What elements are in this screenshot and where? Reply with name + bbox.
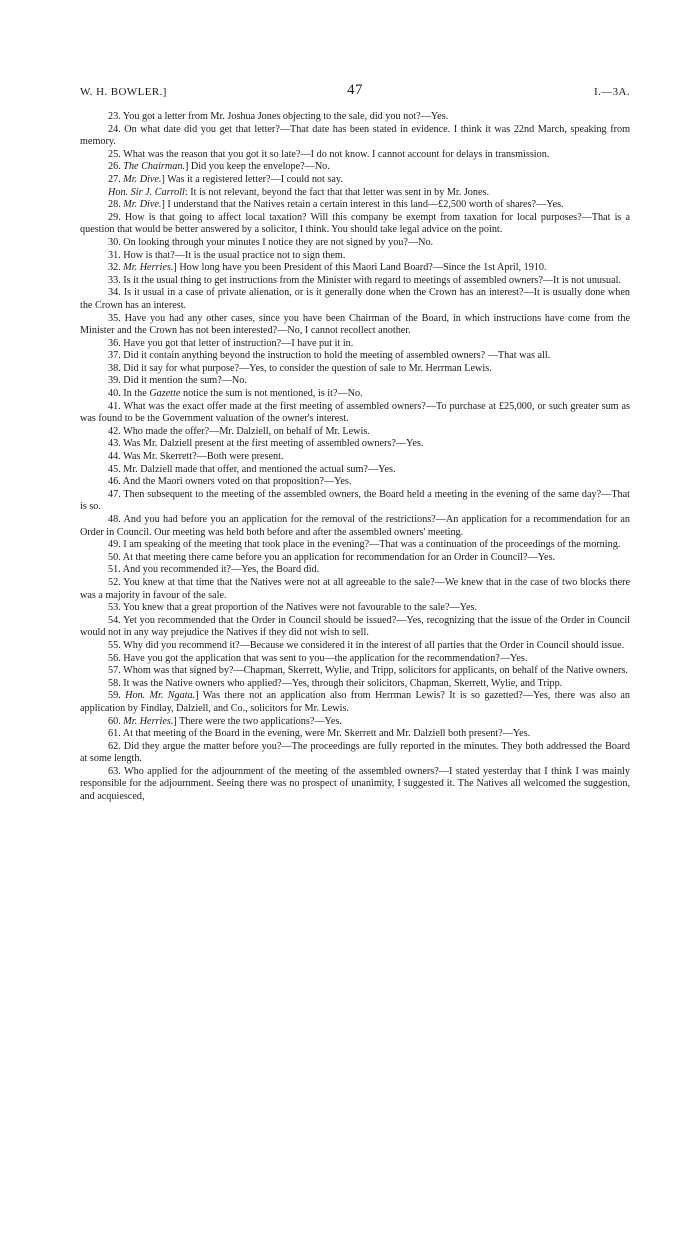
paragraph-text: 24. On what date did you get that letter?—That date has been stated in evidence. I think it was 22nd March, speaking from memory. bbox=[80, 123, 630, 148]
question-answer-paragraph bbox=[80, 363, 630, 376]
page-number: 47 bbox=[347, 82, 363, 98]
paragraph-text: 30. On looking through your minutes I notice they are not signed by you?—No. bbox=[108, 236, 434, 248]
question-answer-paragraph bbox=[80, 728, 630, 741]
paragraph-text: 47. Then subsequent to the meeting of the assembled owners, the Board held a meeting in the evening of the same day?—That is so. bbox=[80, 488, 630, 513]
paragraph-text: 29. How is that going to affect local taxation? Will this company be exempt from taxation for local purposes?—That is a question that would be better answered by a solicitor, I think. You should take legal advice on the point. bbox=[80, 211, 630, 236]
paragraph-text: 49. I am speaking of the meeting that took place in the evening?—That was a continuation of the proceedings of the morning. bbox=[108, 539, 621, 551]
paragraph-text-continued: notice the sum is not mentioned, is it?—No. bbox=[180, 388, 363, 400]
question-answer-paragraph bbox=[80, 237, 630, 250]
testimony-body bbox=[80, 111, 630, 804]
paragraph-text: 33. Is it the usual thing to get instructions from the Minister with regard to meetings of assembled owners?—It is not unusual. bbox=[108, 274, 621, 286]
speaker-name: Mr. Herries. bbox=[123, 715, 174, 727]
question-answer-paragraph bbox=[80, 539, 630, 552]
paragraph-text: 45. Mr. Dalziell made that offer, and mentioned the actual sum?—Yes. bbox=[108, 463, 396, 475]
paragraph-text-continued: ] I understand that the Natives retain a certain interest in this land—£2,500 worth of shares?—Yes. bbox=[161, 199, 564, 211]
question-answer-paragraph bbox=[80, 199, 630, 212]
question-answer-paragraph bbox=[80, 212, 630, 237]
question-answer-paragraph bbox=[80, 489, 630, 514]
question-answer-paragraph bbox=[80, 313, 630, 338]
running-header bbox=[80, 84, 630, 102]
paragraph-text: 34. Is it usual in a case of private alienation, or is it generally done when the Crown has an interest?—It is usually done when the Crown has an interest. bbox=[80, 287, 630, 311]
paragraph-text: 26. bbox=[108, 161, 124, 173]
question-answer-paragraph bbox=[80, 690, 630, 715]
paragraph-text: 63. Who applied for the adjournment of the meeting of the assembled owners?—I stated yesterday that I think I was mainly responsible for the adjournment. Seeing there was no prospect of unanimity, I suggested it. The Natives all welcomed the suggestion, and acquiesced, bbox=[80, 765, 630, 803]
paragraph-text: 25. What was the reason that you got it so late?—I do not know. I cannot account for delays in transmission. bbox=[108, 148, 550, 160]
paragraph-text: 43. Was Mr. Dalziell present at the first meeting of assembled owners?—Yes. bbox=[108, 438, 424, 450]
paragraph-text: 37. Did it contain anything beyond the instruction to hold the meeting of assembled owners? —That was all. bbox=[108, 350, 551, 362]
speaker-name: Mr. Dive. bbox=[123, 173, 162, 185]
paragraph-text: 50. At that meeting there came before you an application for recommendation for an Order in Council?—Yes. bbox=[108, 551, 556, 563]
paragraph-text: 61. At that meeting of the Board in the evening, were Mr. Skerrett and Mr. Dalziell both present?—Yes. bbox=[108, 728, 531, 740]
question-answer-paragraph bbox=[80, 275, 630, 288]
paragraph-text: 39. Did it mention the sum?—No. bbox=[108, 375, 247, 387]
document-page bbox=[0, 84, 700, 1246]
paragraph-text: 42. Who made the offer?—Mr. Dalziell, on behalf of Mr. Lewis. bbox=[108, 425, 370, 437]
paragraph-text: 48. And you had before you an application for the removal of the restrictions?—An application for a recommendation for an Order in Council. Our meeting was held both before and after the assembled owners' meeting. bbox=[80, 514, 630, 538]
question-answer-paragraph bbox=[80, 564, 630, 577]
paragraph-text: 55. Why did you recommend it?—Because we considered it in the interest of all parties that the Order in Council should issue. bbox=[108, 639, 625, 651]
question-answer-paragraph bbox=[80, 514, 630, 539]
question-answer-paragraph bbox=[80, 716, 630, 729]
question-answer-paragraph bbox=[80, 451, 630, 464]
question-answer-paragraph bbox=[80, 426, 630, 439]
question-answer-paragraph bbox=[80, 678, 630, 691]
speaker-name: Gazette bbox=[149, 388, 181, 400]
speaker-name: Mr. Dive. bbox=[123, 199, 162, 211]
speaker-name: Hon. Sir J. Carroll bbox=[108, 186, 185, 198]
paragraph-text: 35. Have you had any other cases, since you have been Chairman of the Board, in which instructions have come from the Minister and the Crown has not been interested?—No, I cannot recollect another. bbox=[80, 312, 630, 337]
question-answer-paragraph bbox=[80, 375, 630, 388]
question-answer-paragraph bbox=[80, 111, 630, 124]
question-answer-paragraph bbox=[80, 149, 630, 162]
question-answer-paragraph bbox=[80, 187, 630, 200]
question-answer-paragraph bbox=[80, 741, 630, 766]
paragraph-text: 23. You got a letter from Mr. Joshua Jones objecting to the sale, did you not?—Yes. bbox=[108, 111, 449, 122]
question-answer-paragraph bbox=[80, 766, 630, 804]
question-answer-paragraph bbox=[80, 476, 630, 489]
question-answer-paragraph bbox=[80, 262, 630, 275]
question-answer-paragraph bbox=[80, 174, 630, 187]
question-answer-paragraph bbox=[80, 161, 630, 174]
question-answer-paragraph bbox=[80, 124, 630, 149]
question-answer-paragraph bbox=[80, 552, 630, 565]
paragraph-text: 36. Have you got that letter of instruction?—I have put it in. bbox=[108, 337, 354, 349]
paragraph-text: 58. It was the Native owners who applied?—Yes, through their solicitors, Chapman, Skerrett, Wylie, and Tripp. bbox=[108, 677, 563, 689]
paragraph-text: 44. Was Mr. Skerrett?—Both were present. bbox=[108, 451, 284, 463]
witness-name: W. H. BOWLER.] bbox=[80, 86, 167, 98]
question-answer-paragraph bbox=[80, 464, 630, 477]
question-answer-paragraph bbox=[80, 615, 630, 640]
paragraph-text: 60. bbox=[108, 715, 124, 727]
question-answer-paragraph bbox=[80, 388, 630, 401]
question-answer-paragraph bbox=[80, 350, 630, 363]
paragraph-text: 31. How is that?—It is the usual practice not to sign them. bbox=[108, 249, 346, 261]
paragraph-text-continued: ] Was it a registered letter?—I could not say. bbox=[161, 173, 343, 185]
paragraph-text: 41. What was the exact offer made at the first meeting of assembled owners?—To purchase at £25,000, or such greater sum as was found to be the Government valuation of the owner's interest. bbox=[80, 400, 630, 425]
question-answer-paragraph bbox=[80, 338, 630, 351]
paragraph-text-continued: : It is not relevant, beyond the fact that that letter was sent in by Mr. Jones. bbox=[184, 186, 490, 198]
speaker-name: The Chairman. bbox=[123, 161, 185, 173]
speaker-name: Mr. Herries. bbox=[123, 262, 174, 274]
question-answer-paragraph bbox=[80, 665, 630, 678]
question-answer-paragraph bbox=[80, 250, 630, 263]
paragraph-text: 59. bbox=[108, 690, 126, 702]
question-answer-paragraph bbox=[80, 602, 630, 615]
paragraph-text-continued: ] How long have you been President of this Maori Land Board?—Since the 1st April, 1910. bbox=[173, 262, 547, 274]
paragraph-text: 56. Have you got the application that was sent to you—the application for the recommendation?—Yes. bbox=[108, 652, 528, 664]
paragraph-text: 54. Yet you recommended that the Order in Council should be issued?—Yes, recognizing that the issue of the Order in Council would not in any way prejudice the Natives if they did not wish to sell. bbox=[80, 614, 630, 639]
paragraph-text-continued: ] Did you keep the envelope?—No. bbox=[184, 161, 330, 173]
paragraph-text: 38. Did it say for what purpose?—Yes, to consider the question of sale to Mr. Herrman Lewis. bbox=[108, 362, 492, 374]
question-answer-paragraph bbox=[80, 401, 630, 426]
question-answer-paragraph bbox=[80, 287, 630, 312]
question-answer-paragraph bbox=[80, 653, 630, 666]
paragraph-text: 40. In the bbox=[108, 388, 150, 400]
paragraph-text: 32. bbox=[108, 262, 124, 274]
paragraph-text: 62. Did they argue the matter before you?—The proceedings are fully reported in the minutes. They both addressed the Board at some length. bbox=[80, 740, 630, 765]
paragraph-text: 51. And you recommended it?—Yes, the Board did. bbox=[108, 564, 320, 576]
paragraph-text: 27. bbox=[108, 173, 124, 185]
paragraph-text: 53. You knew that a great proportion of the Natives were not favourable to the sale?—Yes. bbox=[108, 602, 478, 614]
paragraph-text: 28. bbox=[108, 199, 124, 211]
question-answer-paragraph bbox=[80, 438, 630, 451]
question-answer-paragraph bbox=[80, 577, 630, 602]
speaker-name: Hon. Mr. Ngata. bbox=[125, 690, 196, 702]
question-answer-paragraph bbox=[80, 640, 630, 653]
paragraph-text: 57. Whom was that signed by?—Chapman, Skerrett, Wylie, and Tripp, solicitors for applicants, on behalf of the Native owners. bbox=[108, 665, 628, 677]
paragraph-text-continued: ] Was there not an application also from Herrman Lewis? It is so gazetted?—Yes, there was also an application by Findlay, Dalziell, and Co., solicitors for Mr. Lewis. bbox=[80, 690, 631, 714]
paragraph-text: 46. And the Maori owners voted on that proposition?—Yes. bbox=[108, 476, 352, 488]
paper-reference: I.—3A. bbox=[593, 86, 630, 98]
paragraph-text: 52. You knew at that time that the Natives were not at all agreeable to the sale?—We knew that in the case of two blocks there was a majority in favour of the sale. bbox=[80, 576, 630, 601]
paragraph-text-continued: ] There were the two applications?—Yes. bbox=[173, 715, 342, 727]
